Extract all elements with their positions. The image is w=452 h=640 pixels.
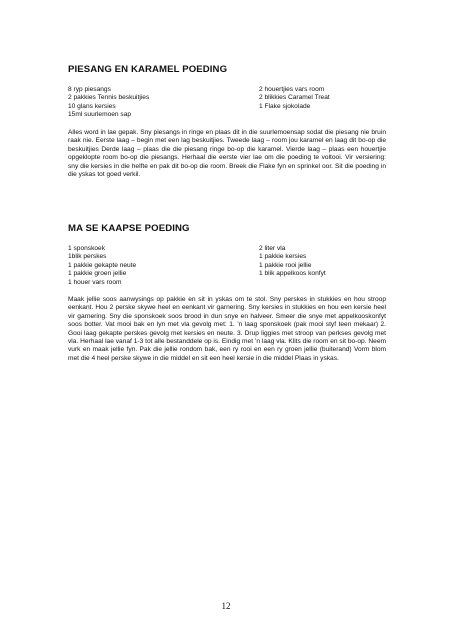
ingredient-item: 1 pakkie kersies xyxy=(259,253,307,261)
ingredients-right-column xyxy=(259,86,330,111)
ingredients-right-column xyxy=(259,245,326,279)
recipe-title: PIESANG EN KARAMEL POEDING xyxy=(68,64,228,75)
recipe-method: Maak jellie soos aanwysings op pakkie en sit in yskas om te stol. Sny perskes in stukkies en hou stroop eenkant. Hou 2 perske skywe heel en eenkant vir garnering. Sny kersies in stukkies en hou een kersie heel vir garnering. Sny die sponskoek soos brood in dun snye en halveer. Smeer die snye met appelkooskonfyt soos botter. Vat mooi bak en lyn met vla gevolg met: 1. ’n laag sponskoek (pak mooi styf teen mekaar) 2. Gooi laag gekapte perskes gevolg met kersies en neute. 3. Drup liggies met stroop van perkses gevolg met vla. Herhaal lae vanaf 1-3 tot alle bestanddele op is. Eindig met ’n laag vla. Klits die room en sit bo-op. Neem vurk en maak jellie fyn. Pak die jellie rondom bak, een ry rooi en een ry groen jellie (buiterand) Vorm blom met die 4 heel perske skywe in die middel en sit een heel kersie in die middel Plaas in yskas. xyxy=(68,296,386,362)
ingredient-item: 1 blik appelkoos konfyt xyxy=(259,270,326,278)
recipe-method: Alles word in lae gepak. Sny piesangs in ringe en plaas dit in die suurlemoensap sodat die piesang nie bruin raak nie. Eerste laag – begin met een lag beskuitjies. Tweede laag – room jou karamel en laag dit bo-op die beskuitjies Derde laag – plaas die die piesang ringe bo-op die karamel. Vierde laag – plaas een houertjie opgeklopte room bo-op die piesangs. Herhaal die eerste vier lae om die poeding te voltooi. Vir versiering: sny die kersies in die helfte en pak dit bo-op die room. Breek die Flake fyn en sprinkel oor. Sit die poeding in die yskas tot goed verkil. xyxy=(68,129,386,179)
recipe-title: MA SE KAAPSE POEDING xyxy=(68,223,190,234)
recipe-ma-se-kaapse-poeding xyxy=(68,223,386,363)
ingredient-item: 1 pakkie groen jellie xyxy=(68,270,127,278)
ingredient-item: 15ml suurlemoen sap xyxy=(68,111,132,119)
ingredients-list xyxy=(68,245,386,287)
ingredient-item: 1 pakkie rooi jellie xyxy=(259,261,312,269)
page-number: 12 xyxy=(221,601,231,611)
ingredient-item: 1 pakkie gekapte neute xyxy=(68,261,137,269)
ingredients-left-column xyxy=(68,245,136,287)
recipe-piesang-karamel xyxy=(68,64,386,179)
ingredient-item: 2 houertjies vars room xyxy=(259,86,325,93)
ingredient-item: 1 Flake sjokolade xyxy=(259,102,311,110)
ingredient-item: 2 pakkies Tennis beskuitjies xyxy=(68,94,150,102)
ingredient-item: 10 glans kersies xyxy=(68,102,116,110)
ingredients-list xyxy=(68,86,386,120)
ingredient-item: 1 sponskoek xyxy=(68,245,106,252)
ingredients-left-column xyxy=(68,86,149,120)
ingredient-item: 1blik perskes xyxy=(68,253,107,261)
ingredient-item: 2 blikkies Caramel Treat xyxy=(259,94,330,102)
ingredient-item: 2 liter vla xyxy=(259,245,286,252)
ingredient-item: 1 houer vars room xyxy=(68,278,122,286)
ingredient-item: 8 ryp piesangs xyxy=(68,86,111,93)
